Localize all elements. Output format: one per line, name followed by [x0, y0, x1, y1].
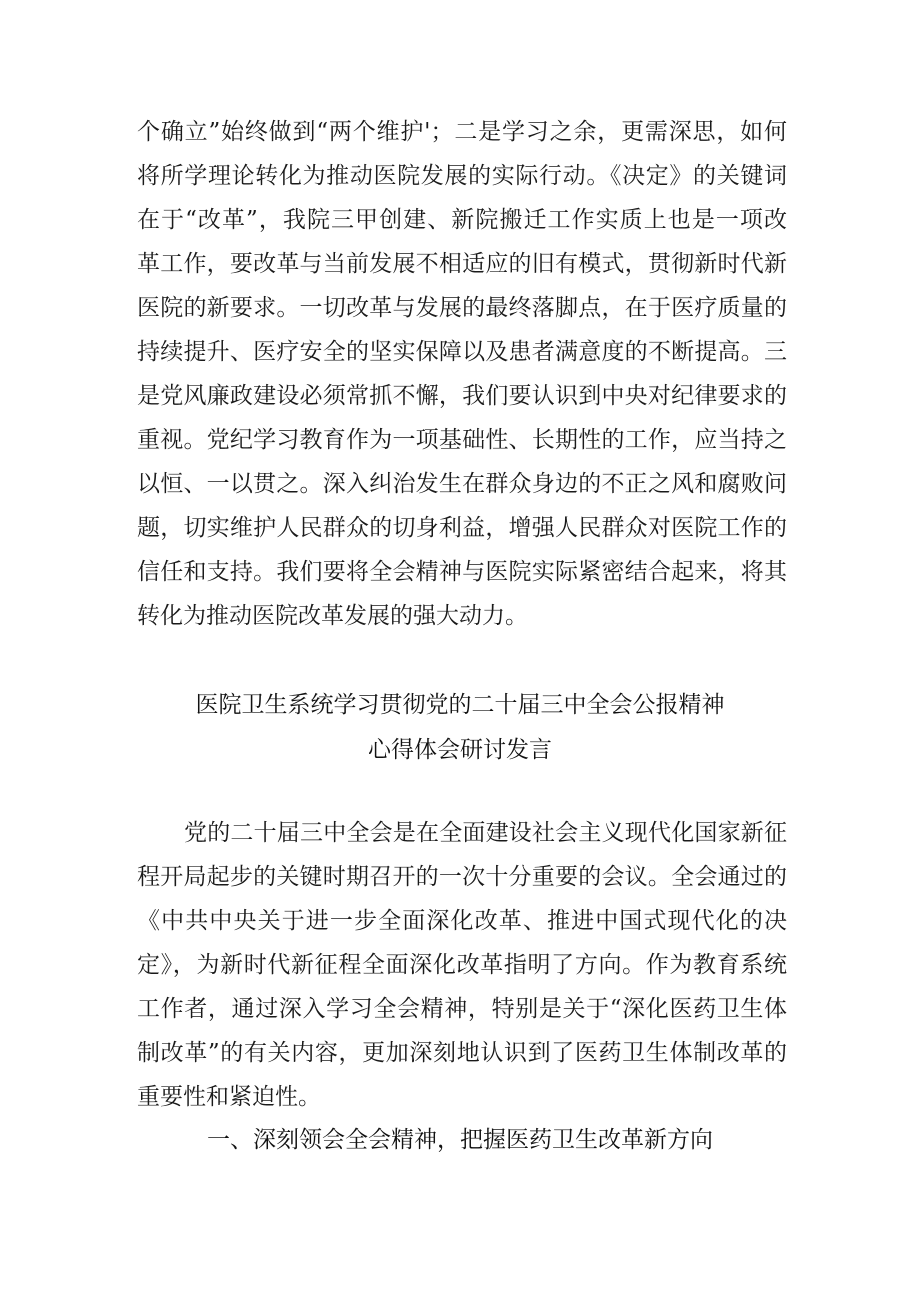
- paragraph-line: 题，切实维护人民群众的切身利益，增强人民群众对医院工作的: [137, 515, 787, 541]
- paragraph-line: 党的二十届三中全会是在全面建设社会主义现代化国家新征: [184, 820, 787, 846]
- paragraph-line: 是党风廉政建设必须常抓不懈，我们要认识到中央对纪律要求的: [137, 383, 787, 409]
- paragraph-line: 个确立”始终做到“两个维护'；二是学习之余，更需深思，如何: [137, 119, 787, 145]
- paragraph-line: 程开局起步的关键时期召开的一次十分重要的会议。全会通过的: [137, 864, 787, 890]
- section-heading: 一、深刻领会全会精神，把握医药卫生改革新方向: [207, 1127, 713, 1153]
- paragraph-line: 将所学理论转化为推动医院发展的实际行动。《决定》的关键词: [137, 163, 787, 189]
- paragraph-line: 在于“改革”，我院三甲创建、新院搬迁工作实质上也是一项改: [137, 207, 787, 233]
- paragraph-line: 以恒、一以贯之。深入纠治发生在群众身边的不正之风和腐败问: [137, 471, 787, 497]
- paragraph-line: 持续提升、医疗安全的坚实保障以及患者满意度的不断提高。三: [137, 339, 787, 365]
- paragraph-line: 《中共中央关于进一步全面深化改革、推进中国式现代化的决: [137, 908, 787, 934]
- paragraph-line: 工作者，通过深入学习全会精神，特别是关于“深化医药卫生体: [137, 996, 787, 1022]
- paragraph-line: 重视。党纪学习教育作为一项基础性、长期性的工作，应当持之: [137, 427, 787, 453]
- article-title-line-2: 心得体会研讨发言: [368, 737, 552, 763]
- paragraph-line: 信任和支持。我们要将全会精神与医院实际紧密结合起来，将其: [137, 559, 787, 585]
- paragraph-line: 制改革”的有关内容，更加深刻地认识到了医药卫生体制改革的: [137, 1040, 787, 1066]
- paragraph-line: 革工作，要改革与当前发展不相适应的旧有模式，贯彻新时代新: [137, 251, 787, 277]
- paragraph-line: 重要性和紧迫性。: [137, 1084, 321, 1110]
- paragraph-line: 转化为推动医院改革发展的强大动力。: [137, 603, 528, 629]
- paragraph-line: 定》，为新时代新征程全面深化改革指明了方向。作为教育系统: [137, 952, 787, 978]
- paragraph-line: 医院的新要求。一切改革与发展的最终落脚点，在于医疗质量的: [137, 295, 787, 321]
- article-title-line-1: 医院卫生系统学习贯彻党的二十届三中全会公报精神: [195, 692, 725, 718]
